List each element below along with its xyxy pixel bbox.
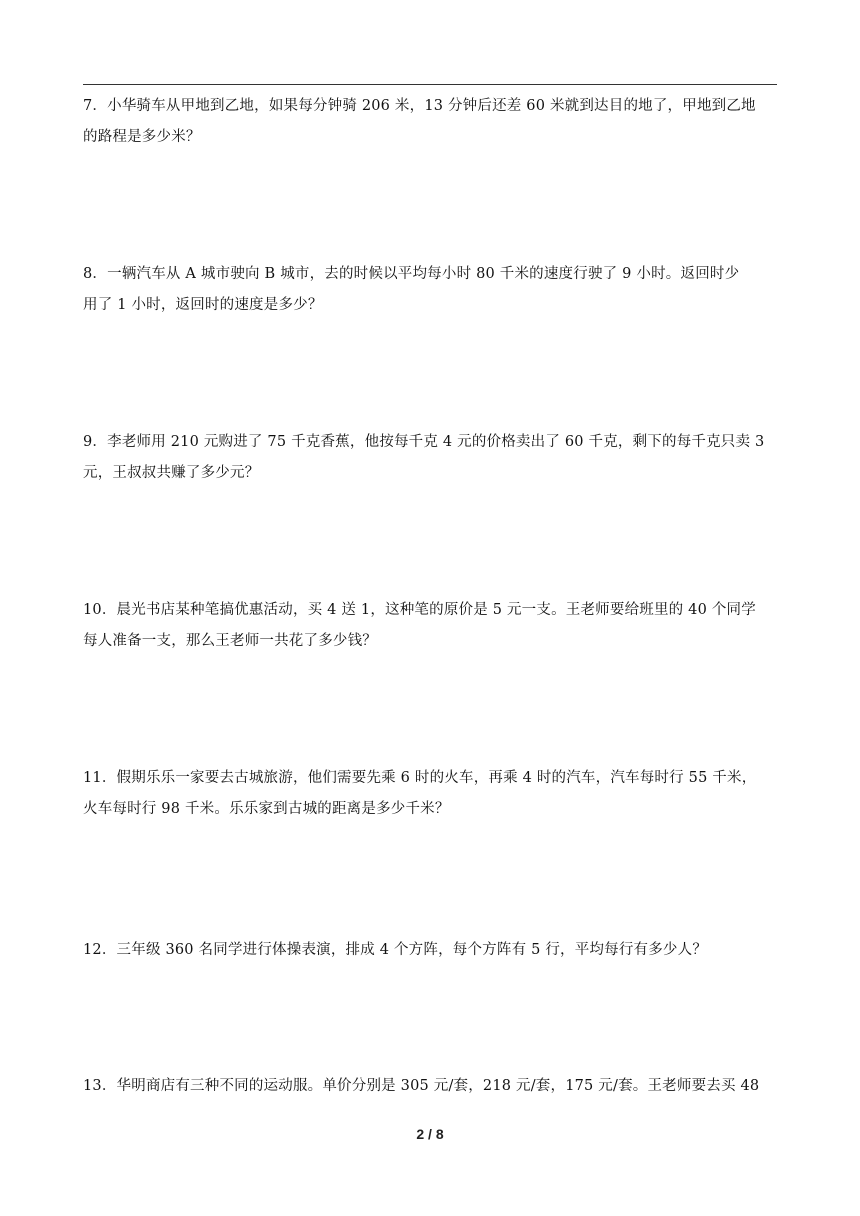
- header-rule: [83, 84, 777, 85]
- question-13: [83, 1071, 781, 1102]
- question-text-line: 的路程是多少米？: [83, 129, 201, 145]
- question-text-line: 10．晨光书店某种笔搞优惠活动，买 4 送 1，这种笔的原价是 5 元一支。王老师要给班里的 40 个同学: [83, 602, 756, 618]
- question-text-line: 12．三年级 360 名同学进行体操表演，排成 4 个方阵，每个方阵有 5 行，平均每行有多少人？: [83, 942, 708, 958]
- question-9: [83, 427, 781, 489]
- question-text-line: 用了 1 小时，返回时的速度是多少？: [83, 297, 323, 313]
- question-text-line: 元，王叔叔共赚了多少元？: [83, 465, 260, 481]
- question-text-line: 9．李老师用 210 元购进了 75 千克香蕉，他按每千克 4 元的价格卖出了 60 千克，剩下的每千克只卖 3: [83, 434, 765, 450]
- question-text-line: 7．小华骑车从甲地到乙地，如果每分钟骑 206 米，13 分钟后还差 60 米就到达目的地了，甲地到乙地: [83, 98, 756, 114]
- question-text-line: 13．华明商店有三种不同的运动服。单价分别是 305 元/套，218 元/套，175 元/套。王老师要去买 48: [83, 1078, 760, 1094]
- question-10: [83, 595, 781, 657]
- question-7: [83, 91, 781, 153]
- question-12: [83, 935, 781, 966]
- question-text-line: 8．一辆汽车从 A 城市驶向 B 城市，去的时候以平均每小时 80 千米的速度行驶了 9 小时。返回时少: [83, 266, 740, 282]
- question-8: [83, 259, 781, 321]
- question-11: [83, 763, 781, 825]
- question-text-line: 11．假期乐乐一家要去古城旅游，他们需要先乘 6 时的火车，再乘 4 时的汽车，汽车每时行 55 千米，: [83, 770, 757, 786]
- page-number: 2 / 8: [416, 1126, 444, 1142]
- question-text-line: 火车每时行 98 千米。乐乐家到古城的距离是多少千米？: [83, 801, 450, 817]
- question-text-line: 每人准备一支，那么王老师一共花了多少钱？: [83, 633, 377, 649]
